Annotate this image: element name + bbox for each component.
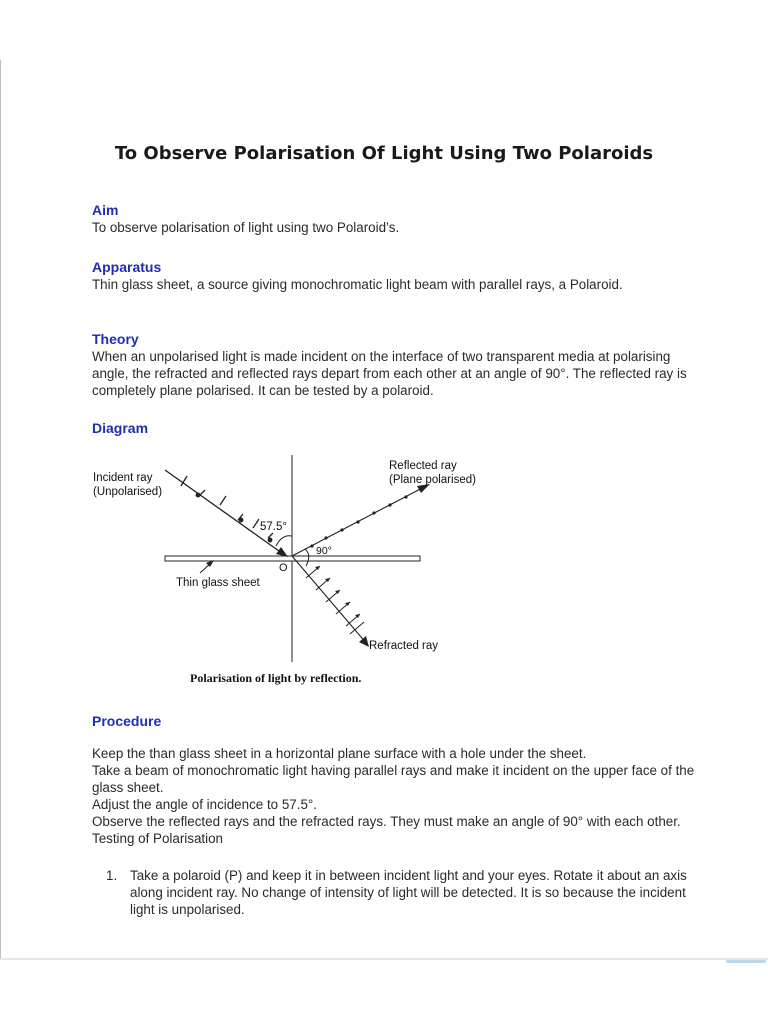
- incident-ray-sublabel: (Unpolarised): [93, 486, 163, 498]
- refracted-ray: [292, 556, 367, 644]
- page-left-edge: [0, 60, 1, 960]
- step-text: Take a polaroid (P) and keep it in between incident light and your eyes. Rotate it about an axis along incident ray. No change of intensity of light will be detected. It is so because the incident light is unpolarised.: [130, 868, 687, 917]
- apparatus-text: Thin glass sheet, a source giving monochromatic light beam with parallel rays, a Polaroid.: [92, 277, 623, 292]
- reflected-ray-sublabel: (Plane polarised): [389, 474, 476, 486]
- origin-label: O: [279, 562, 288, 574]
- glass-sheet-label: Thin glass sheet: [176, 577, 260, 589]
- page-bottom-divider: [0, 958, 768, 960]
- diagram-caption: Polarisation of light by reflection.: [190, 671, 362, 685]
- procedure-line: Adjust the angle of incidence to 57.5°.: [92, 797, 317, 812]
- step-number: 1.: [106, 868, 118, 883]
- refracted-ray-label: Refracted ray: [369, 640, 439, 652]
- reflected-ray-label: Reflected ray: [389, 460, 457, 472]
- theory-text: When an unpolarised light is made incident on the interface of two transparent media at polarising angle, the refracted and reflected rays depart from each other at an angle of 90°. The reflected ray is completely plane polarised. It can be tested by a polaroid.: [92, 349, 687, 398]
- theory-heading: Theory: [92, 331, 139, 347]
- refracted-ray-arrow: [359, 636, 369, 647]
- polarisation-diagram: [80, 450, 500, 700]
- refracted-polarisation-marks: [306, 566, 364, 634]
- incidence-angle-arc: [276, 536, 292, 546]
- aim-heading: Aim: [92, 202, 119, 218]
- incident-ray-label: Incident ray: [93, 472, 153, 484]
- procedure-line: Take a beam of monochromatic light having parallel rays and make it incident on the upper face of the glass sheet.: [92, 763, 695, 795]
- aim-text: To observe polarisation of light using two Polaroid’s.: [92, 220, 400, 235]
- page-title: To Observe Polarisation Of Light Using Two Polaroids: [114, 143, 654, 164]
- procedure-line: Observe the reflected rays and the refracted rays. They must make an angle of 90° with each other. Testing of Polarisation: [92, 814, 681, 846]
- procedure-heading: Procedure: [92, 713, 162, 729]
- diagram-heading: Diagram: [92, 420, 149, 436]
- procedure-line: Keep the than glass sheet in a horizontal plane surface with a hole under the sheet.: [92, 746, 587, 761]
- right-angle-label: 90°: [316, 545, 332, 557]
- scroll-indicator[interactable]: [726, 960, 766, 963]
- incidence-angle-label: 57.5°: [260, 521, 287, 533]
- apparatus-heading: Apparatus: [92, 259, 162, 275]
